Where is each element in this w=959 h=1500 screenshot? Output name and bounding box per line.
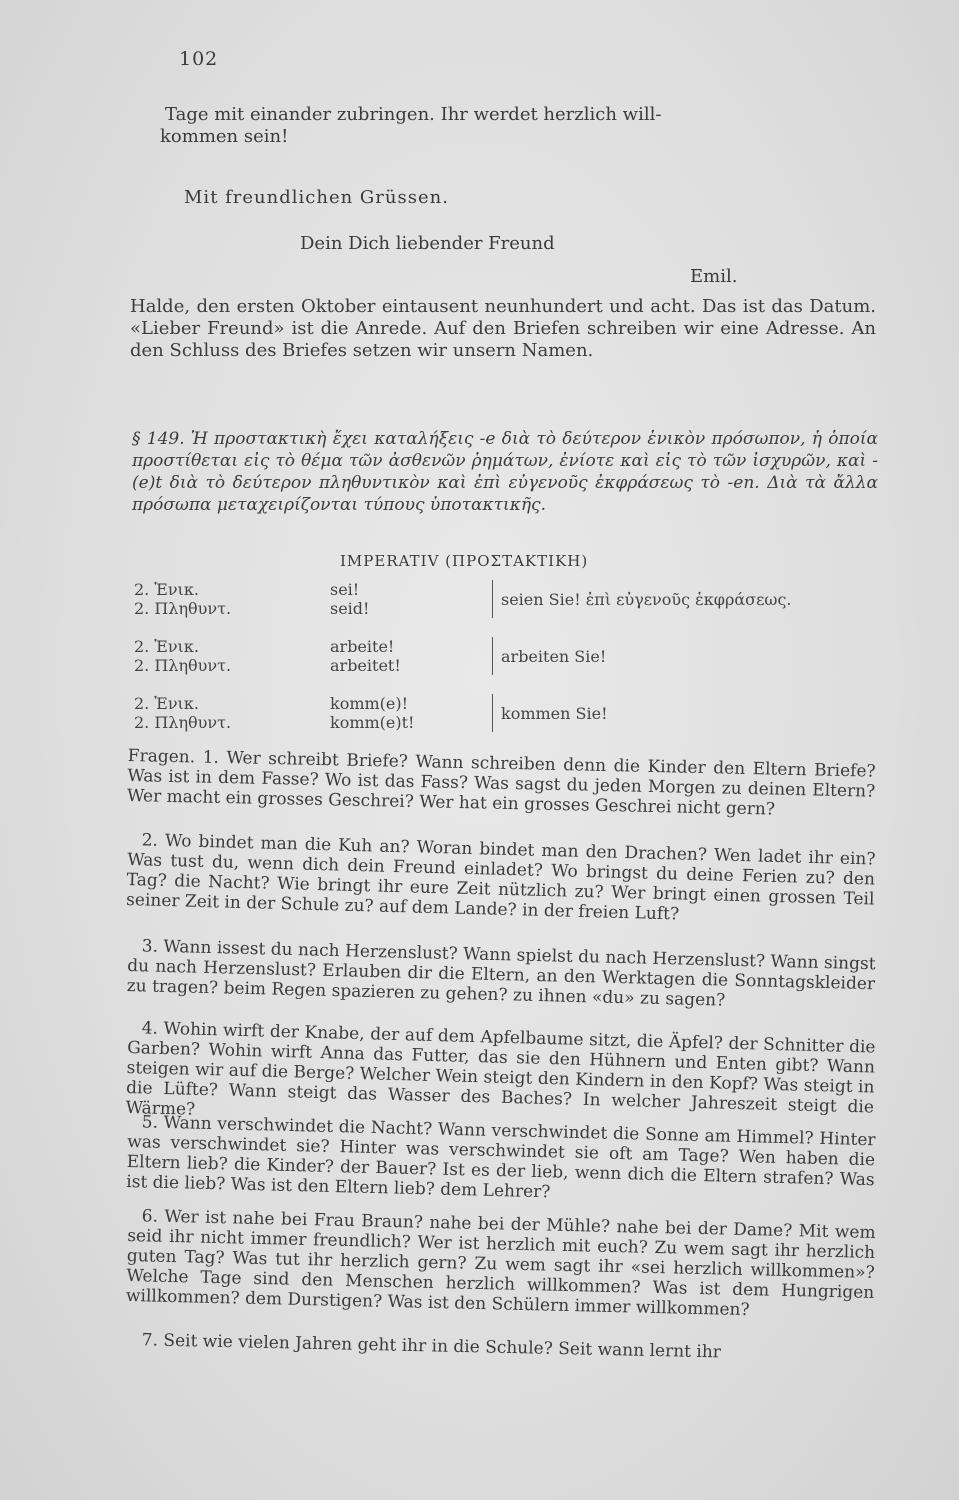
paragraph-greek: § 149. Ἡ προστακτικὴ ἔχει καταλήξεις -e διὰ τὸ δεύτερον ἑνικὸν πρόσωπον, ἡ ὁποία προστίθεται εἰς τὸ θέμα τῶν ἀσθενῶν ῥημάτων, ἐνίοτε καὶ εἰς τὸ τῶν ἰσχυρῶν, καὶ -(e)t διὰ τὸ δεύτερον πληθυντικὸν καὶ ἐπὶ εὐγενοῦς ἐκφράσεως τὸ -en. Διὰ τὰ ἄλλα πρόσωπα μεταχειρίζονται τύπους ὑποτακτικῆς.: [132, 429, 878, 515]
letter-line-1: Tage mit einander zubringen. Ihr werdet herzlich will-: [165, 104, 662, 125]
paragraph-date: Halde, den ersten Oktober eintausent neunhundert und acht. Das ist das Datum. «Lieber Freund» ist die Anrede. Auf den Briefen schreiben wir eine Adresse. An den Schluss des Briefes setzen wir unsern Namen.: [130, 296, 876, 361]
form-cell: komm(e)!: [330, 694, 409, 713]
imperativ-table: [134, 580, 791, 732]
person-cell: 2. Πληθυντ.: [134, 713, 232, 732]
question-block-5: 5. Wann verschwindet die Nacht? Wann verschwindet die Sonne am Himmel? Hinter was verschwindet sie? Hinter was verschwindet sie oft am Tage? Wen haben die Eltern lieb? die Kinder? der Bauer? Ist es der lieb, wenn dich die Eltern strafen? Was ist die lieb? Was ist den Eltern lieb? dem Lehrer?: [126, 1112, 876, 1203]
form-cell: sei!: [330, 580, 360, 599]
form-cell: arbeite!: [330, 637, 395, 656]
letter-closing: Dein Dich liebender Freund: [300, 233, 555, 254]
letter-line-2: kommen sein!: [160, 126, 289, 147]
question-block-7: 7. Seit wie vielen Jahren geht ihr in die Schule? Seit wann lernt ihr: [141, 1330, 722, 1363]
form-cell: komm(e)t!: [330, 713, 415, 732]
polite-form-cell: seien Sie! ἐπὶ εὐγενοῦς ἐκφράσεως.: [493, 580, 792, 618]
person-cell: 2. Ἑνικ.: [134, 580, 199, 599]
page-number: 102: [179, 48, 219, 70]
polite-form-cell: kommen Sie!: [493, 694, 792, 732]
table-row: [134, 694, 791, 713]
letter-signature: Emil.: [690, 266, 738, 287]
person-cell: 2. Πληθυντ.: [134, 656, 232, 675]
question-block-4: 4. Wohin wirft der Knabe, der auf dem Apfelbaume sitzt, die Äpfel? der Schnitter die Garben? Wohin wirft Anna das Futter, das sie den Hühnern und Enten gibt? Wann steigen wir auf die Berge? Welcher Wein steigt den Kindern in den Kopf? Was steigt in die Lüfte? Wann steigt das Wasser des Baches? In welcher Jahreszeit steigt die Wärme?: [125, 1018, 876, 1120]
person-cell: 2. Πληθυντ.: [134, 599, 232, 618]
question-block-1: Fragen. 1. Wer schreibt Briefe? Wann schreiben denn die Kinder den Eltern Briefe? Was ist in dem Fasse? Wo ist das Fass? Was sagst du jeden Morgen zu deinen Eltern? Wer macht ein grosses Geschrei? Wer hat ein grosses Geschrei nicht gern?: [126, 746, 876, 820]
polite-form-cell: arbeiten Sie!: [493, 637, 792, 675]
imperativ-heading: IMPERATIV (ΠΡΟΣΤΑΚΤΙΚΗ): [340, 552, 589, 570]
question-block-3: 3. Wann issest du nach Herzenslust? Wann spielst du nach Herzenslust? Wann singst du nach Herzenslust? Erlauben dir die Eltern, an den Werktagen die Sonntagskleider zu tragen? beim Regen spazieren zu gehen? zu ihnen «du» zu sagen?: [126, 936, 876, 1011]
question-block-6: 6. Wer ist nahe bei Frau Braun? nahe bei der Mühle? nahe bei der Dame? Mit wem seid ihr nicht immer freundlich? Wer ist herzlich mit euch? Zu wem sagt ihr herzlich guten Tag? Was tut ihr herzlich gern? Zu wem sagt ihr «sei herzlich willkommen»? Welche Tage sind den Menschen herzlich willkommen? Was ist dem Hungrigen willkommen? dem Durstigen? Was ist den Schülern immer willkommen?: [125, 1206, 876, 1321]
table-row: [134, 637, 791, 656]
person-cell: 2. Ἑνικ.: [134, 637, 199, 656]
person-cell: 2. Ἑνικ.: [134, 694, 199, 713]
table-row: [134, 580, 791, 599]
form-cell: arbeitet!: [330, 656, 401, 675]
question-block-2: 2. Wo bindet man die Kuh an? Woran bindet man den Drachen? Wen ladet ihr ein? Was tust du, wenn dich dein Freund einladet? Wo bringst du deine Ferien zu? den Tag? die Nacht? Wie bringt ihr eure Zeit nützlich zu? Wer bringt einen grossen Teil seiner Zeit in der Schule zu? auf dem Lande? in der freien Luft?: [125, 830, 876, 925]
form-cell: seid!: [330, 599, 370, 618]
letter-greeting: Mit freundlichen Grüssen.: [184, 187, 449, 208]
